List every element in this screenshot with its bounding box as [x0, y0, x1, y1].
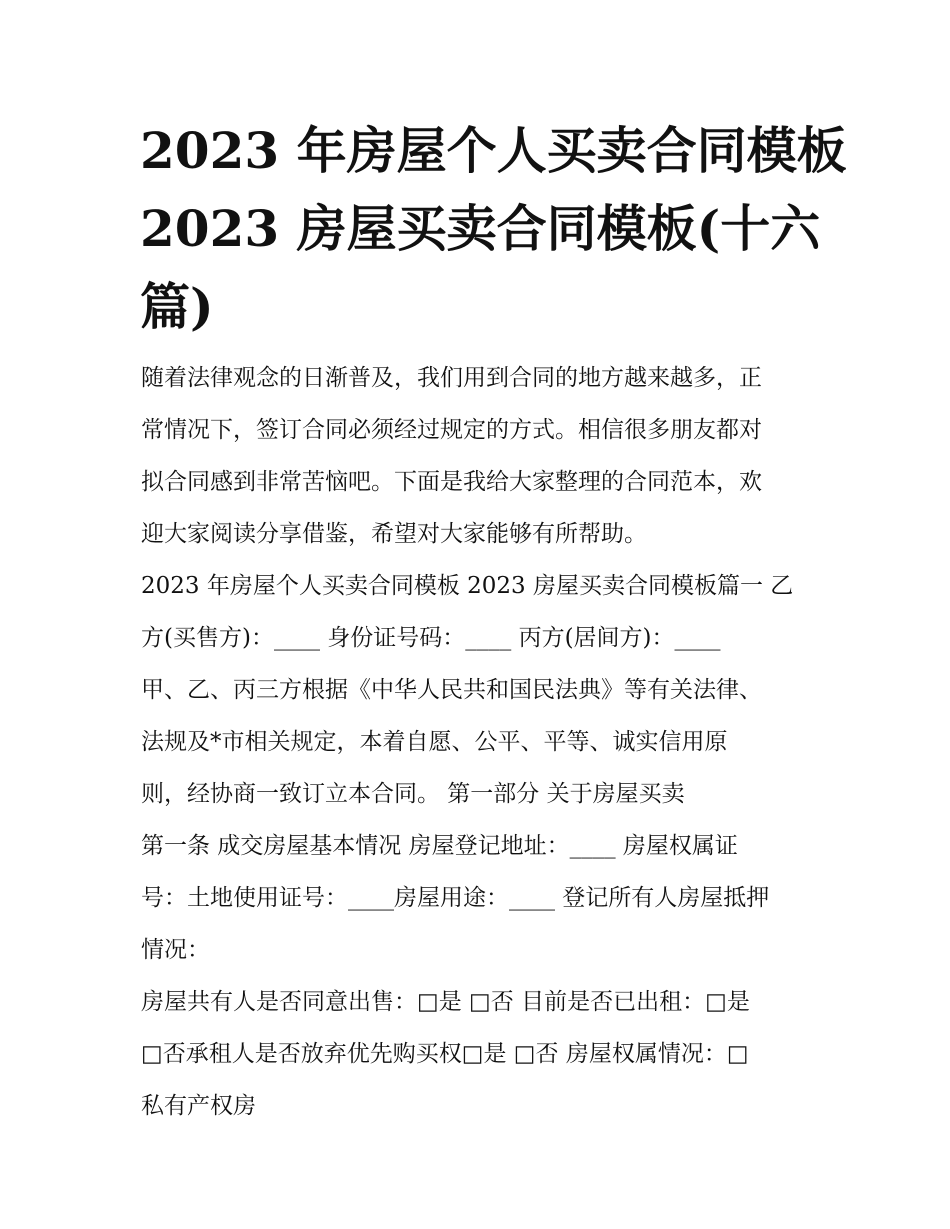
paragraph-line: 情况：: [141, 937, 210, 963]
paragraph-line: 第一条 成交房屋基本情况 房屋登记地址：____ 房屋权属证: [141, 833, 738, 859]
paragraph-line: 号：土地使用证号：____房屋用途：____ 登记所有人房屋抵押: [141, 885, 770, 911]
document-body: [141, 352, 821, 1132]
title-line: 2023 房屋买卖合同模板(十六: [140, 199, 821, 258]
paragraph-line: 常情况下，签订合同必须经过规定的方式。相信很多朋友都对: [141, 417, 762, 443]
paragraph-line: 拟合同感到非常苦恼吧。下面是我给大家整理的合同范本，欢: [141, 469, 762, 495]
paragraph-line: 甲、乙、丙三方根据《中华人民共和国民法典》等有关法律、: [141, 677, 762, 703]
paragraph-line: 则，经协商一致订立本合同。 第一部分 关于房屋买卖: [141, 781, 685, 807]
paragraph-line: 私有产权房: [141, 1093, 256, 1119]
paragraph-line: □否承租人是否放弃优先购买权□是 □否 房屋权属情况：□: [141, 1041, 749, 1067]
paragraph-line: 房屋共有人是否同意出售：□是 □否 目前是否已出租：□是: [141, 989, 750, 1015]
document-title: [140, 112, 847, 346]
paragraph-line: 方(买售方)：____ 身份证号码：____ 丙方(居间方)：____: [141, 625, 721, 651]
paragraph-line: 法规及*市相关规定，本着自愿、公平、平等、诚实信用原: [141, 729, 728, 755]
paragraph-line: 随着法律观念的日渐普及，我们用到合同的地方越来越多，正: [141, 365, 762, 391]
title-line: 篇): [140, 277, 214, 336]
paragraph-line: 2023 年房屋个人买卖合同模板 2023 房屋买卖合同模板篇一 乙: [141, 573, 794, 599]
title-line: 2023 年房屋个人买卖合同模板: [140, 121, 847, 180]
paragraph-line: 迎大家阅读分享借鉴，希望对大家能够有所帮助。: [141, 521, 647, 547]
